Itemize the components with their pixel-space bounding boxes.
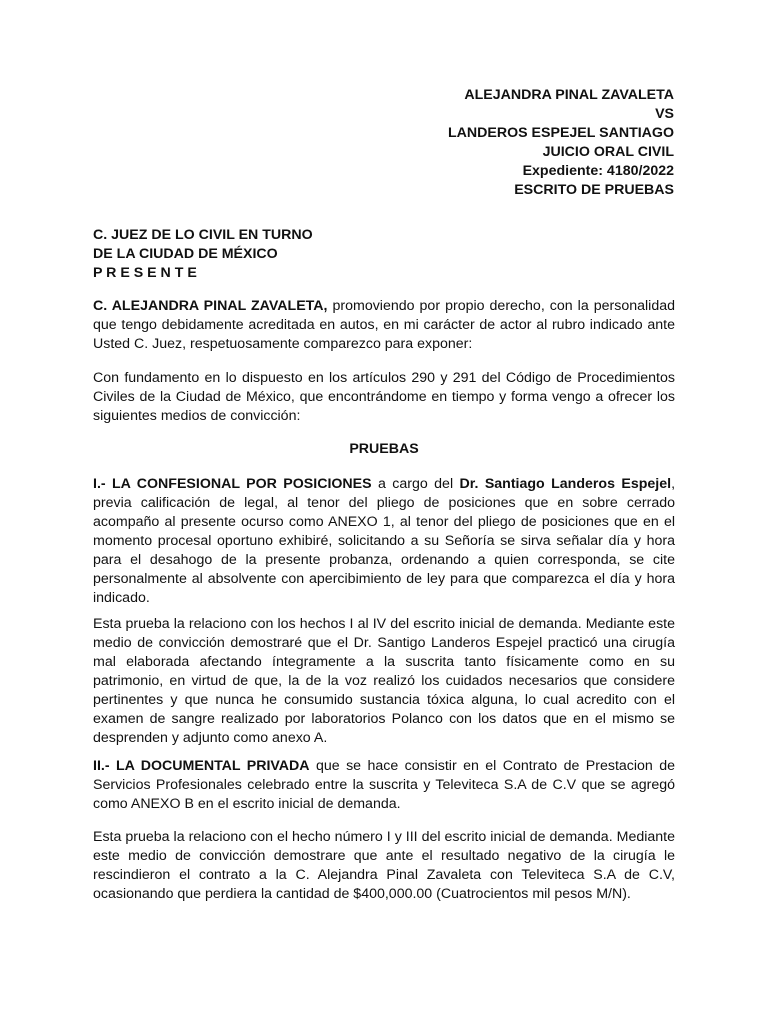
intro-paragraph <box>93 297 675 354</box>
prueba2-text: que se hace consistir en el Contrato de Prestacion de Servicios Profesionales celebrado entre la suscrita y Televiteca S.A de C.V que se agregó como ANEXO B en el escrito inicial de demanda. <box>93 758 676 812</box>
intro-text: promoviendo por propio derecho, con la personalidad que tengo debidamente acreditada en autos, en mi carácter de actor al rubro indicado ante Usted C. Juez, respetuosamente comparezco para exponer: <box>93 298 676 352</box>
case-party-defendant: LANDEROS ESPEJEL SANTIAGO <box>448 125 674 141</box>
prueba1-text-b: , previa calificación de legal, al tenor del pliego de posiciones que en sobre cerrado acompaño al presente ocurso como ANEXO 1, al tenor del pliego de posiciones que en el momento procesal oportuno exhibiré, solicitando a su Señoría se sirva señalar día y hora para el desahogo de la presente probanza, ordenando a quien corresponda, se cite personalmente al absolvente con apercibimiento de ley para que comparezca el día y hora indicado. <box>93 476 676 606</box>
addressee-city: DE LA CIUDAD DE MÉXICO <box>93 246 278 262</box>
prueba1-relacion-paragraph: Esta prueba la relaciono con los hechos I al IV del escrito inicial de demanda. Mediante este medio de convicción demostraré que el Dr. Santigo Landeros Espejel practicó una cirugía mal elaborada afectando íntegramente a la suscrita tanto físicamente como en su patrimonio, en virtud de que, la de la voz realizó los cuidados necesarios que considere pertinentes y que nunca he consumido sustancia tóxica alguna, lo cual acredito con el examen de sangre realizado por laboratorios Polanco con los datos que en el mismo se desprenden y adjunto como anexo A. <box>93 616 675 746</box>
case-party-actor: ALEJANDRA PINAL ZAVALETA <box>464 87 674 103</box>
addressee-presente: P R E S E N T E <box>93 265 197 281</box>
addressee-judge: C. JUEZ DE LO CIVIL EN TURNO <box>93 227 313 243</box>
case-trial-type: JUICIO ORAL CIVIL <box>542 144 674 160</box>
intro-name: C. ALEJANDRA PINAL ZAVALETA, <box>93 298 328 314</box>
case-versus: VS <box>655 106 674 122</box>
prueba2-heading: II.- LA DOCUMENTAL PRIVADA <box>93 758 310 774</box>
prueba1-paragraph <box>93 475 675 608</box>
prueba1-heading: I.- LA CONFESIONAL POR POSICIONES <box>93 476 372 492</box>
case-file-number: Expediente: 4180/2022 <box>522 163 674 179</box>
prueba1-text-a: a cargo del <box>371 476 460 492</box>
prueba2-relacion-paragraph: Esta prueba la relaciono con el hecho número I y III del escrito inicial de demanda. Mediante este medio de convicción demostrare que ante el resultado negativo de la cirugía le rescindieron el contrato a la C. Alejandra Pinal Zavaleta con Televiteca S.A de C.V, ocasionando que perdiera la cantidad de $400,000.00 (Cuatrocientos mil pesos M/N). <box>93 829 675 902</box>
document-type: ESCRITO DE PRUEBAS <box>514 182 674 198</box>
case-header <box>448 86 674 200</box>
prueba1-name: Dr. Santiago Landeros Espejel <box>459 476 672 492</box>
fundamento-paragraph: Con fundamento en lo dispuesto en los artículos 290 y 291 del Código de Procedimientos Civiles de la Ciudad de México, que encontrándome en tiempo y forma vengo a ofrecer los siguientes medios de convicción: <box>93 370 675 424</box>
section-title-pruebas: PRUEBAS <box>349 441 419 457</box>
prueba2-paragraph <box>93 757 675 814</box>
addressee-block <box>93 226 313 283</box>
